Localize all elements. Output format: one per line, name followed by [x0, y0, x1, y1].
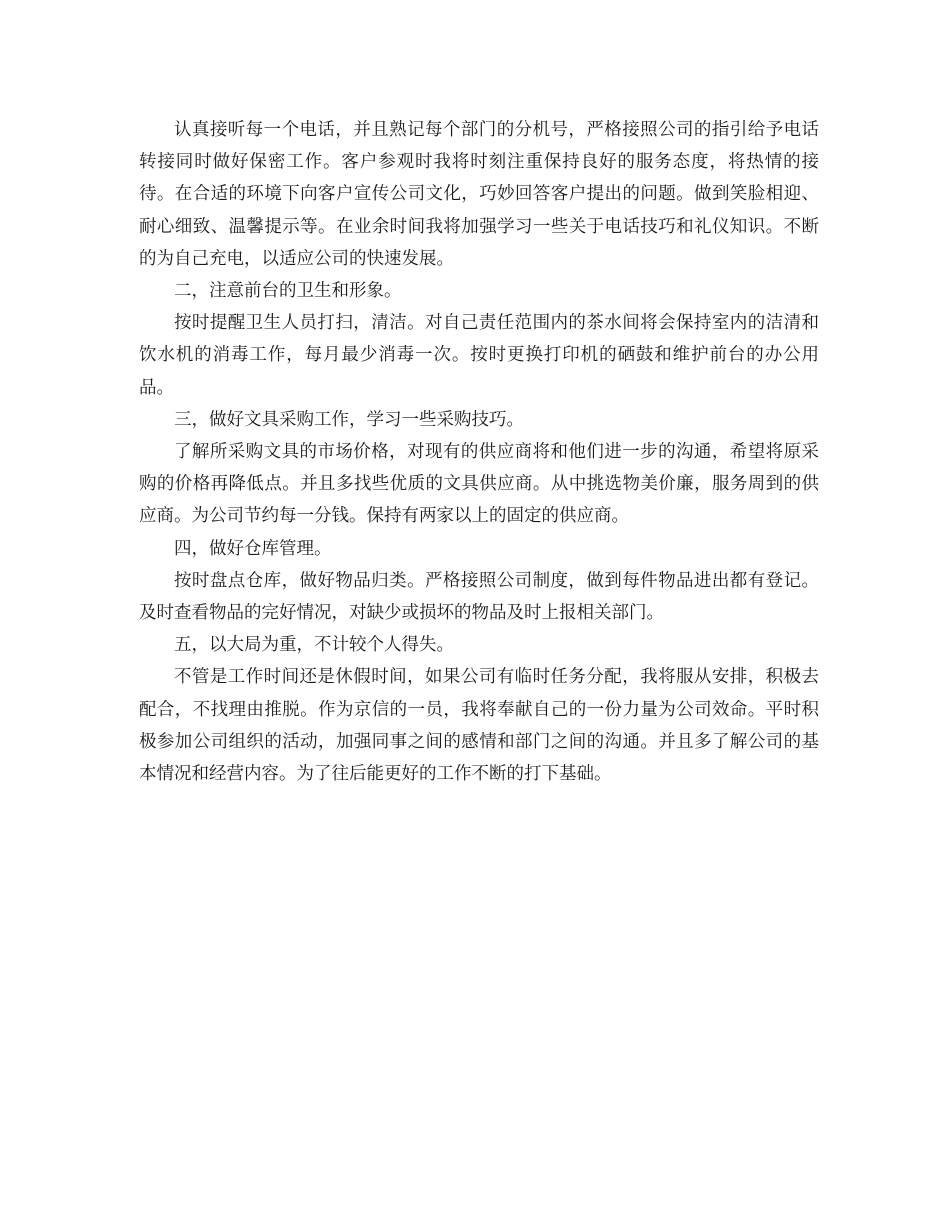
- document-body: [139, 114, 819, 790]
- heading-big-picture: 五，以大局为重，不计较个人得失。: [174, 635, 454, 656]
- paragraph-phone-duties: 认真接听每一个电话，并且熟记每个部门的分机号，严格接照公司的指引给予电话转接同时做好保密工作。客户参观时我将时刻注重保持良好的服务态度，将热情的接待。在合适的环境下向客户宣传公司文化，巧妙回答客户提出的问题。做到笑脸相迎、耐心细致、温馨提示等。在业余时间我将加强学习一些关于电话技巧和礼仪知识。不断的为自己充电，以适应公司的快速发展。: [139, 120, 819, 269]
- paragraph-purchasing: 了解所采购文具的市场价格，对现有的供应商将和他们进一步的沟通，希望将原采购的价格再降低点。并且多找些优质的文具供应商。从中挑选物美价廉，服务周到的供应商。为公司节约每一分钱。保持有两家以上的固定的供应商。: [139, 442, 819, 527]
- heading-stationery-purchasing: 三，做好文具采购工作，学习一些采购技巧。: [174, 409, 524, 430]
- heading-warehouse: 四，做好仓库管理。: [174, 538, 332, 559]
- paragraph-big-picture: 不管是工作时间还是休假时间，如果公司有临时任务分配，我将服从安排，积极去配合，不找理由推脱。作为京信的一员，我将奉献自己的一份力量为公司效命。平时积极参加公司组织的活动，加强同事之间的感情和部门之间的沟通。并且多了解公司的基本情况和经营内容。为了往后能更好的工作不断的打下基础。: [139, 667, 819, 785]
- paragraph-warehouse: 按时盘点仓库，做好物品归类。严格接照公司制度，做到每件物品进出都有登记。及时查看物品的完好情况，对缺少或损坏的物品及时上报相关部门。: [139, 570, 819, 624]
- paragraph-hygiene: 按时提醒卫生人员打扫，清洁。对自己责任范围内的茶水间将会保持室内的洁清和饮水机的消毒工作，每月最少消毒一次。按时更换打印机的硒鼓和维护前台的办公用品。: [139, 313, 819, 398]
- heading-hygiene-image: 二，注意前台的卫生和形象。: [174, 281, 402, 302]
